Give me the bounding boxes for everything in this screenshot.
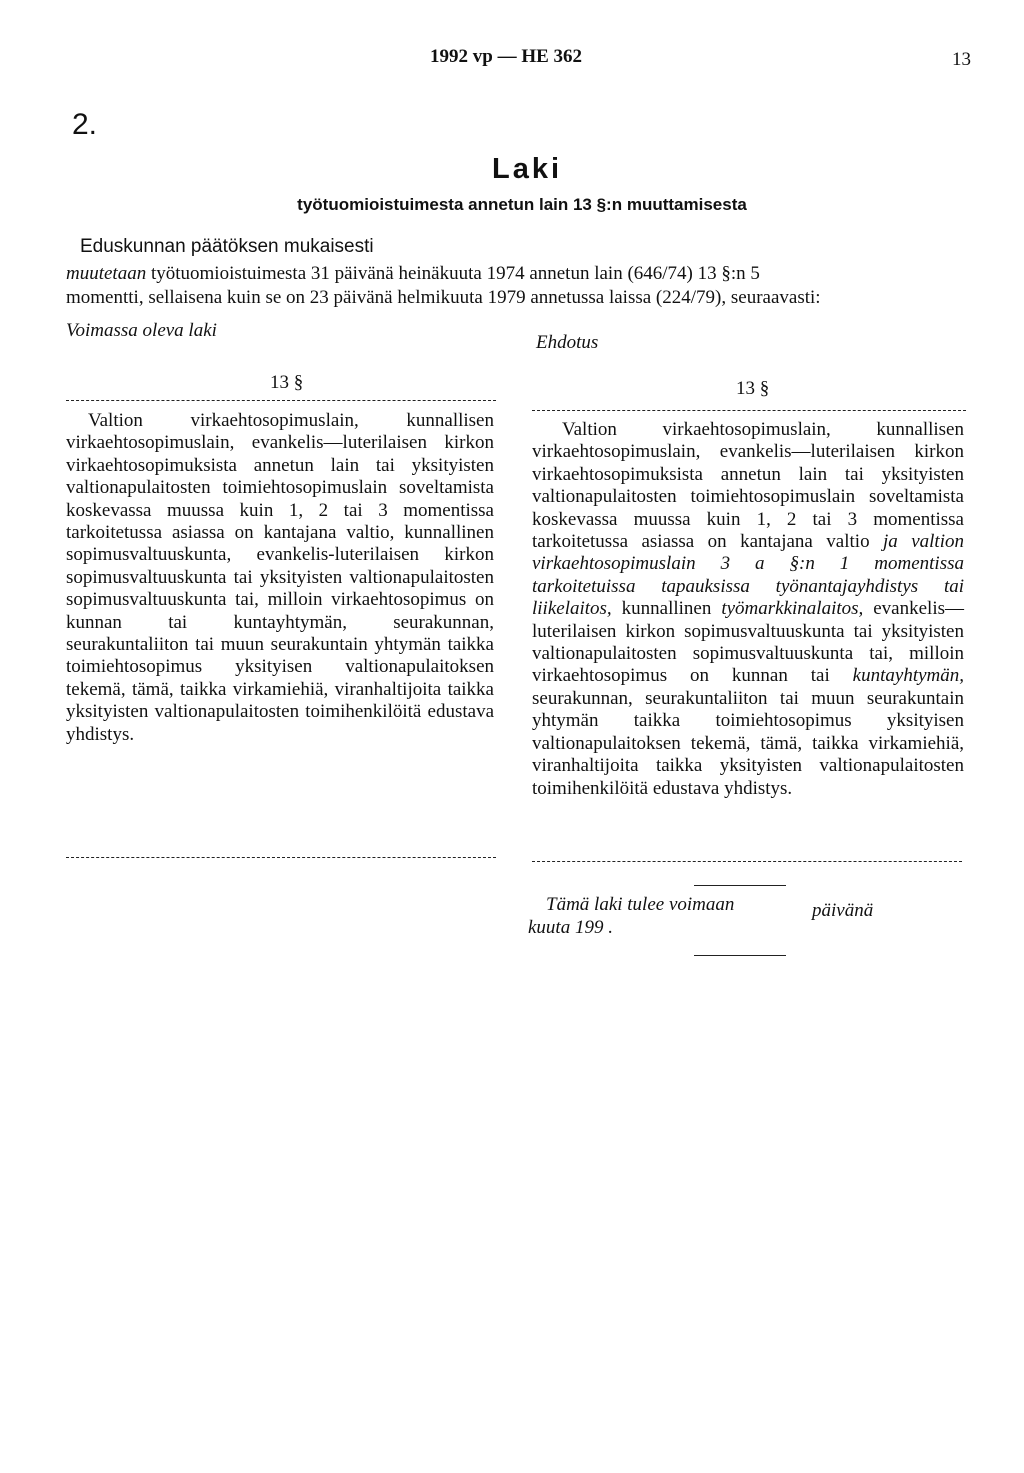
entry-into-force-line2: kuuta 199 . bbox=[528, 917, 613, 938]
right-text-part-3: evankelis—luterilaisen kirkon sopimusvaltuuskunta tai yksityisten valtionapulaitosten sopimusvaltuuskunta tai, milloin virkaehtosopimus on kunnan tai bbox=[532, 598, 964, 687]
intro-line1: työtuomioistuimesta 31 päivänä heinäkuuta 1974 annetun lain (646/74) 13 §:n 5 bbox=[146, 263, 760, 284]
right-top-dashed-rule bbox=[532, 410, 966, 411]
right-italic-part-2: työmarkkinalaitos, bbox=[721, 598, 864, 620]
right-column-text bbox=[532, 419, 964, 800]
section-number: 2. bbox=[72, 108, 98, 141]
entry-into-force-day: päivänä bbox=[812, 900, 874, 921]
left-bottom-dashed-rule bbox=[66, 857, 496, 858]
right-column-heading: Ehdotus bbox=[536, 332, 599, 353]
closing-bottom-rule bbox=[694, 955, 786, 956]
intro-line2: momentti, sellaisena kuin se on 23 päivänä helmikuuta 1979 annetussa laissa (224/79), seuraavasti: bbox=[66, 287, 821, 308]
left-paragraph-number: 13 § bbox=[270, 372, 304, 393]
right-bottom-dashed-rule bbox=[532, 861, 962, 862]
right-italic-part-3: kuntayhtymän, bbox=[852, 665, 964, 687]
decree-line: Eduskunnan päätöksen mukaisesti bbox=[80, 236, 374, 257]
left-column-text: Valtion virkaehtosopimuslain, kunnallisen virkaehtosopimuslain, evankelis—luterilaisen kirkon virkaehtosopimuksista annetun lain tai yksityisten valtionapulaitosten toimiehtosopimuslain soveltamista koskevassa muussa kuin 1, 2 tai 3 momentissa tarkoitetussa asiassa on kantajana valtio, kunnallinen sopimusvaltuuskunta, evankelis-luterilaisen kirkon sopimusvaltuuskunta tai yksityisten valtionapulaitosten sopimusvaltuuskunta tai, milloin virkaehtosopimus on kunnan tai kuntayhtymän, seurakunnan, seurakuntaliiton tai muun seurakuntain yhtymän taikka toimiehtosopimus yksityisen valtionapulaitoksen tekemä, tämä, taikka virkamiehiä, viranhaltijoita taikka yksityisten valtionapulaitosten toimihenkilöitä edustava yhdistys. bbox=[66, 410, 494, 745]
right-paragraph-number: 13 § bbox=[736, 378, 770, 399]
running-header: 1992 vp — HE 362 bbox=[430, 46, 583, 67]
right-text-part-1: Valtion virkaehtosopimuslain, kunnallisen virkaehtosopimuslain, evankelis—luterilaisen kirkon virkaehtosopimuksista annetun lain tai yksityisten valtionapulaitosten toimiehtosopimuslain soveltamista koskevassa muussa kuin 1, 2 tai 3 momentissa tarkoitetussa asiassa on kantajana valtio bbox=[532, 419, 964, 553]
intro-paragraph bbox=[66, 262, 966, 310]
left-column-heading: Voimassa oleva laki bbox=[66, 320, 217, 341]
law-title: Laki bbox=[491, 153, 563, 185]
page-number: 13 bbox=[952, 49, 971, 70]
right-text-part-4: seurakunnan, seurakuntaliiton tai muun seurakuntain yhtymän taikka toimiehtosopimus yksityisen valtionapulaitoksen tekemä, tämä, taikka virkamiehiä, viranhaltijoita taikka yksityisten valtionapulaitosten toimihenkilöitä edustava yhdistys. bbox=[532, 687, 964, 799]
intro-lead: muutetaan bbox=[66, 263, 147, 284]
closing-top-rule bbox=[694, 885, 786, 886]
law-subtitle: työtuomioistuimesta annetun lain 13 §:n muuttamisesta bbox=[297, 195, 747, 214]
entry-into-force-line1: Tämä laki tulee voimaan bbox=[546, 894, 735, 915]
right-italic-part-1: ja valtion virkaehtosopimuslain 3 a §:n 1 momentissa tarkoitetuissa tapauksissa työnantajayhdistys tai liikelaitos, bbox=[532, 531, 964, 620]
right-text-part-2: kunnallinen bbox=[611, 598, 722, 620]
left-top-dashed-rule bbox=[66, 400, 496, 401]
